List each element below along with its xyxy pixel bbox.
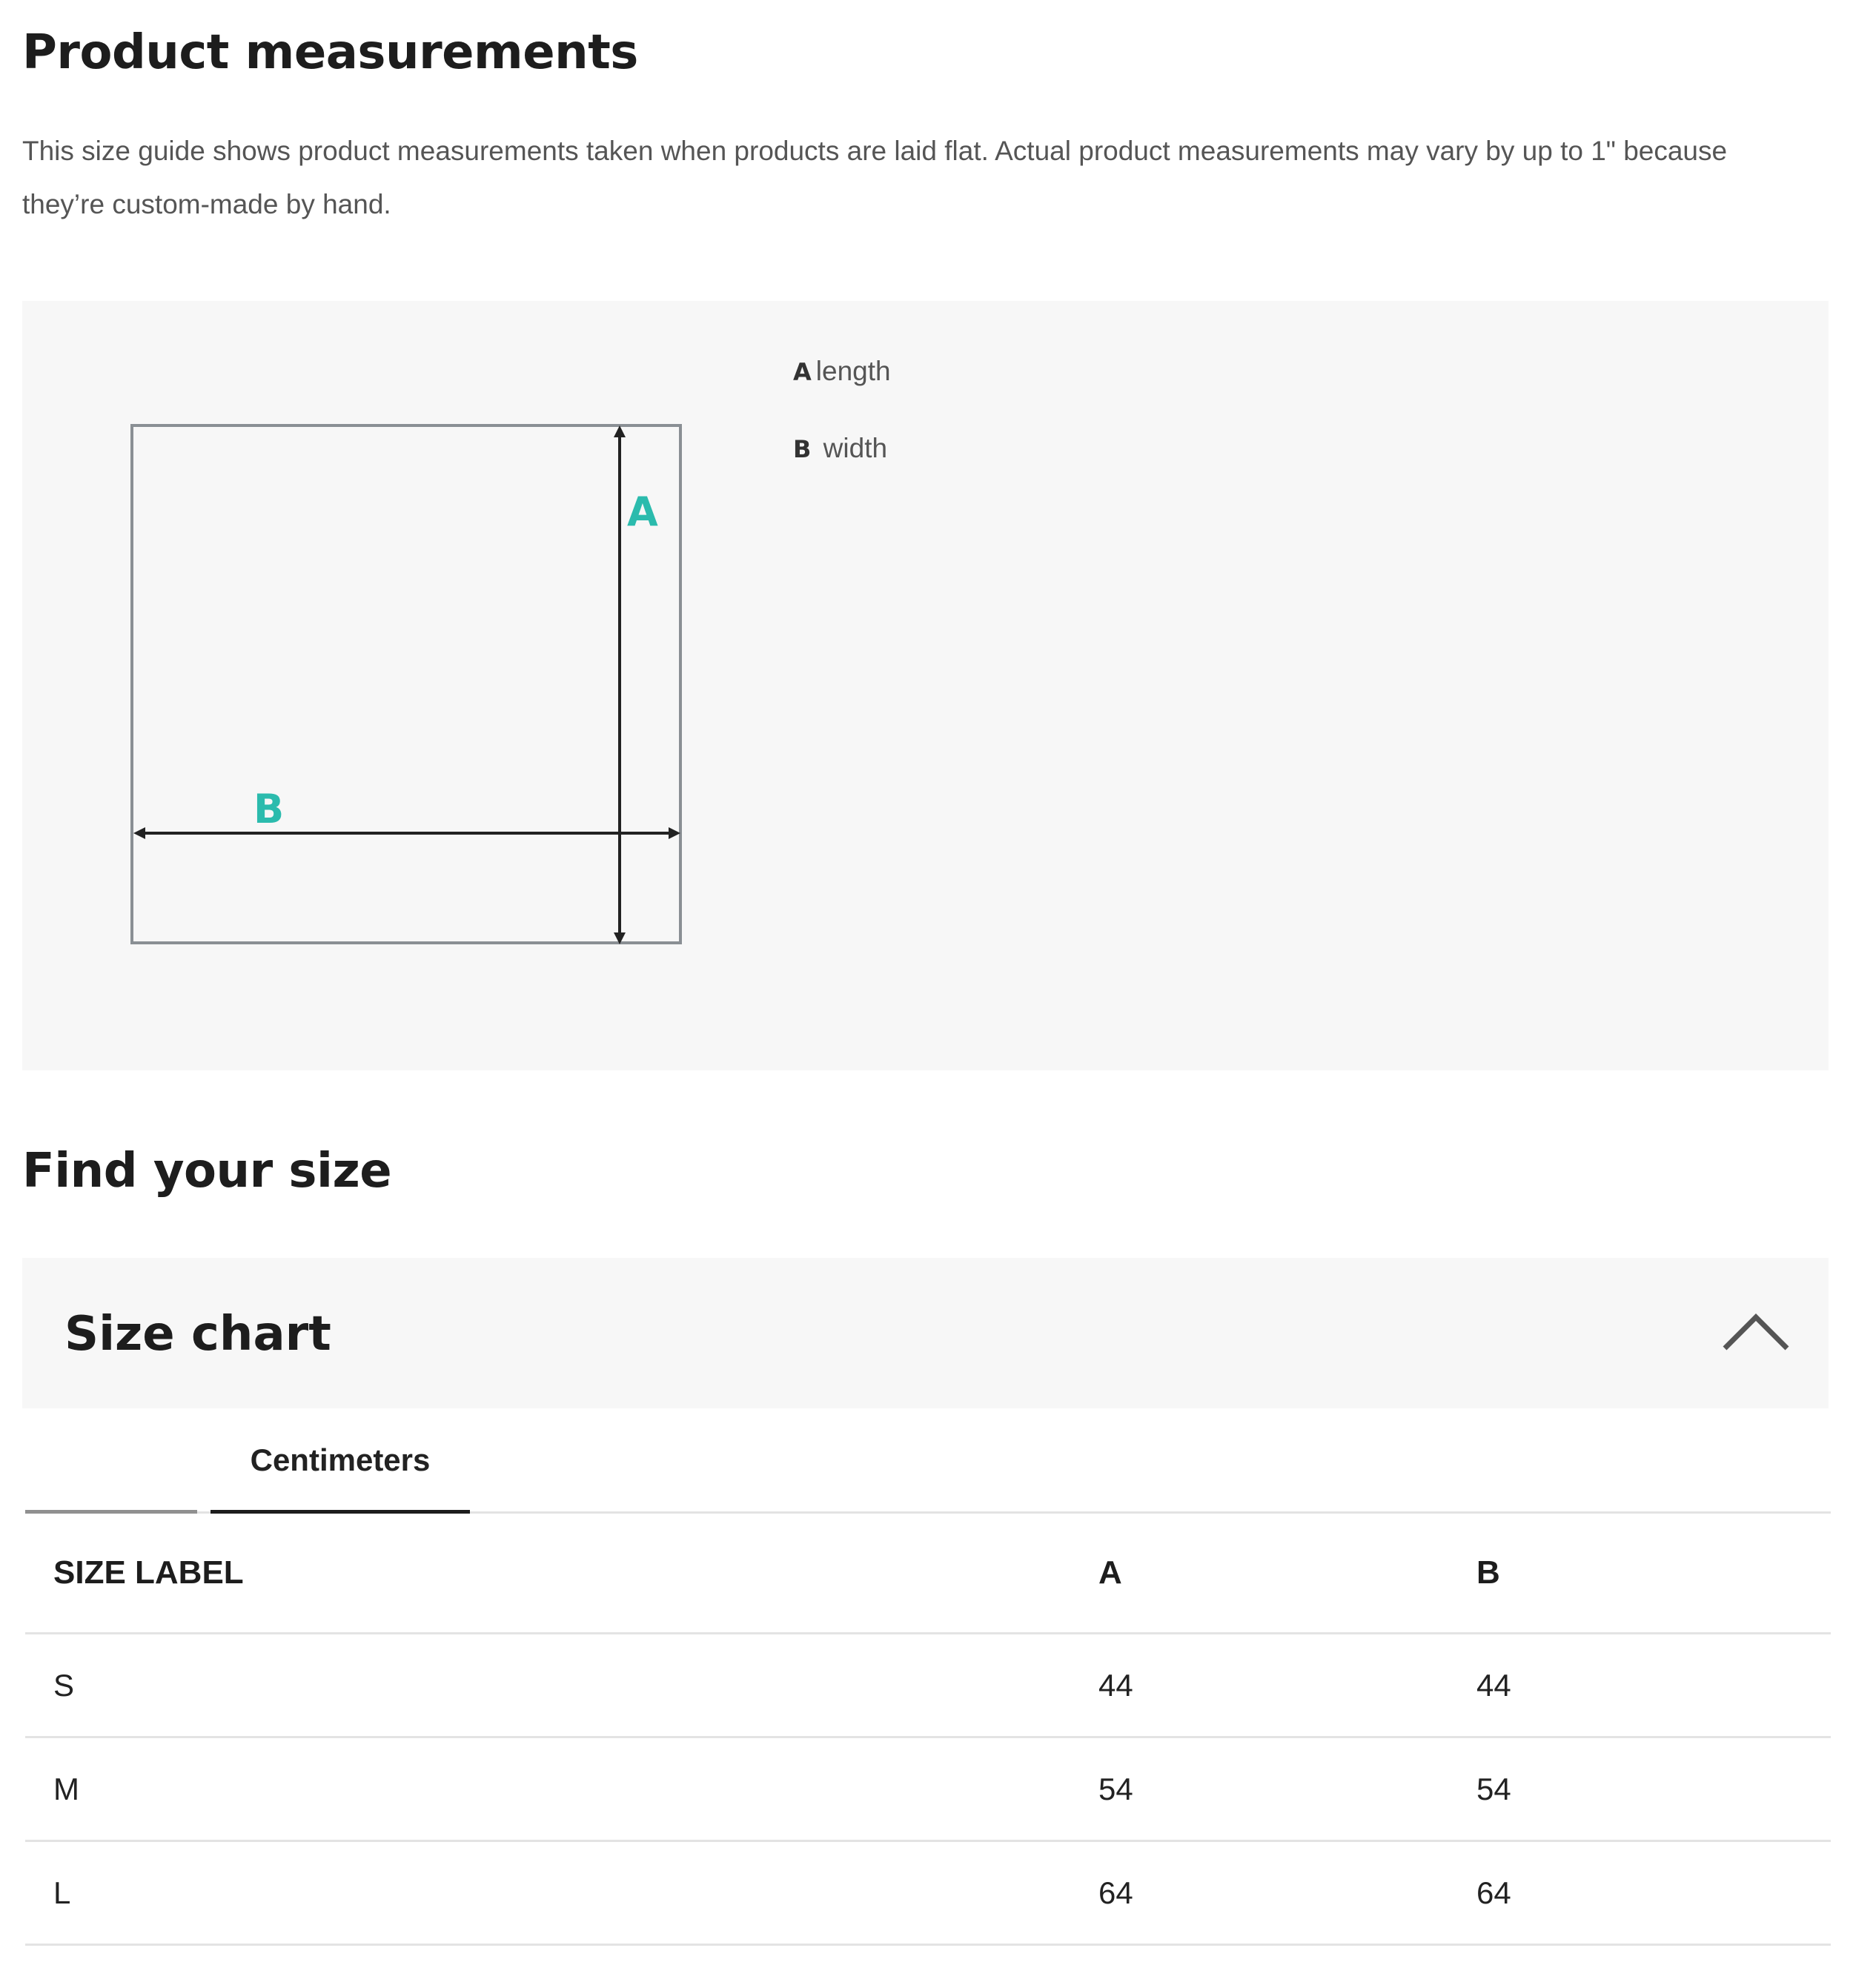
width-arrow-head-right bbox=[669, 827, 680, 839]
legend-key: B bbox=[793, 435, 812, 463]
size-chart-accordion-header[interactable] bbox=[22, 1258, 1829, 1408]
size-label-cell: L bbox=[53, 1875, 71, 1910]
measurement-diagram bbox=[22, 301, 763, 1070]
tab-label: Centimeters bbox=[250, 1442, 431, 1477]
b-value-cell: 44 bbox=[1476, 1667, 1511, 1703]
legend-item-length bbox=[793, 356, 891, 387]
width-arrow-head-left bbox=[133, 827, 145, 839]
chevron-up-icon[interactable] bbox=[1720, 1308, 1791, 1356]
table-header-row bbox=[25, 1514, 1831, 1634]
legend-text: length bbox=[815, 356, 891, 386]
unit-tabs bbox=[25, 1431, 1831, 1514]
a-value-cell: 44 bbox=[1098, 1667, 1133, 1703]
column-header-a: A bbox=[1098, 1554, 1122, 1591]
description-line-1: This size guide shows product measurements taken when products are laid flat. Actual product measurements may vary by up to 1" because bbox=[22, 136, 1728, 166]
size-chart-title: Size chart bbox=[64, 1307, 331, 1362]
table-row bbox=[25, 1738, 1831, 1842]
label-a: A bbox=[627, 488, 658, 535]
legend-item-width bbox=[793, 433, 887, 464]
page-title: Product measurements bbox=[22, 25, 638, 80]
product-outline bbox=[132, 425, 680, 943]
column-header-size-label: SIZE LABEL bbox=[53, 1554, 244, 1591]
legend-key: A bbox=[793, 358, 812, 386]
tab-centimeters[interactable] bbox=[211, 1431, 470, 1514]
length-arrow-head-top bbox=[614, 425, 626, 437]
a-value-cell: 54 bbox=[1098, 1771, 1133, 1806]
size-table bbox=[25, 1514, 1831, 1946]
a-value-cell: 64 bbox=[1098, 1875, 1133, 1910]
column-header-b: B bbox=[1476, 1554, 1500, 1591]
b-value-cell: 54 bbox=[1476, 1771, 1511, 1806]
label-b: B bbox=[253, 786, 285, 832]
legend-text: width bbox=[823, 433, 888, 463]
tab-inches[interactable] bbox=[25, 1431, 197, 1514]
table-row bbox=[25, 1842, 1831, 1946]
table-row bbox=[25, 1634, 1831, 1738]
measurement-guide-panel bbox=[22, 301, 1829, 1070]
size-label-cell: S bbox=[53, 1667, 75, 1703]
find-size-heading: Find your size bbox=[22, 1144, 392, 1199]
size-label-cell: M bbox=[53, 1771, 79, 1806]
b-value-cell: 64 bbox=[1476, 1875, 1511, 1910]
size-guide-description bbox=[22, 125, 1801, 231]
description-line-2: they’re custom-made by hand. bbox=[22, 189, 391, 219]
